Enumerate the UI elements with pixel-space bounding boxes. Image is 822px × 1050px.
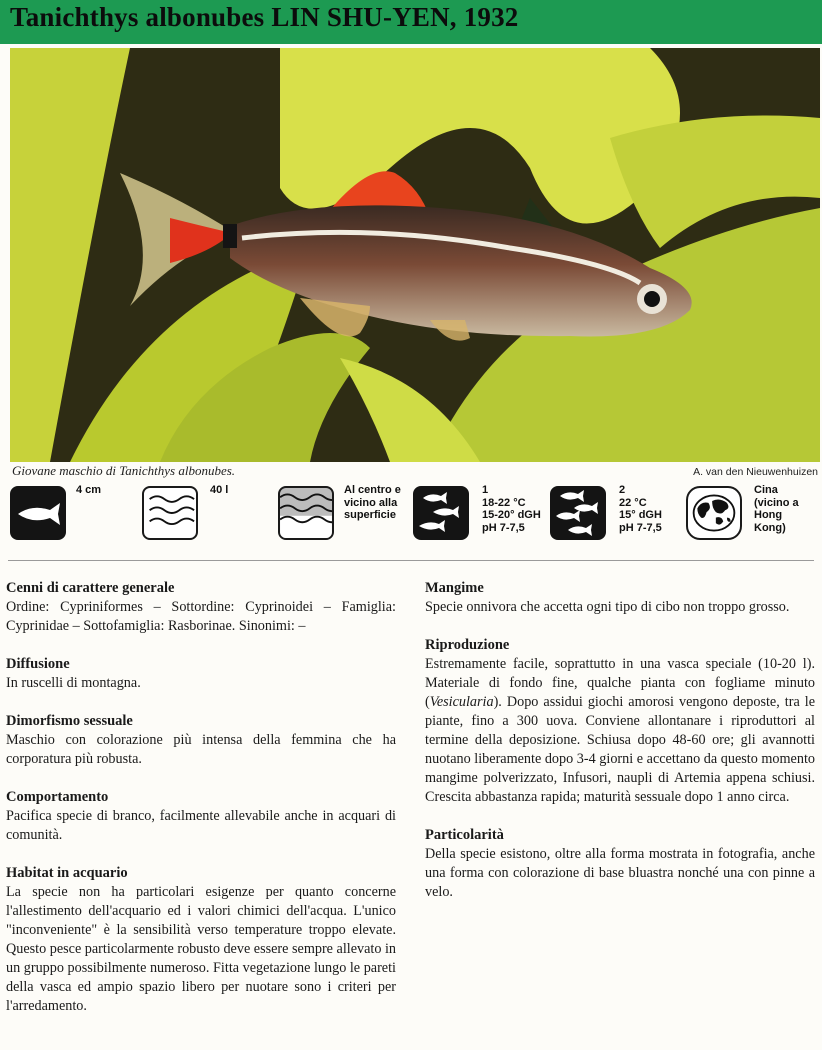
section-body [425, 655, 815, 807]
section-heading: Particolarità [425, 827, 504, 843]
section-heading: Dimorfismo sessuale [6, 713, 133, 729]
section-dimorphism [6, 711, 396, 769]
section-body: Della specie esistono, oltre alla forma mostrata in fotografia, anche una forma con colorazione di base bluastra nonché una con pinne a velo. [425, 846, 815, 900]
section-food [425, 578, 815, 617]
section-heading: Cenni di carattere generale [6, 580, 175, 596]
section-body: Maschio con colorazione più intensa della femmina che ha corporatura più robusta. [6, 732, 396, 767]
swim-zone-label: Al centro e vicino alla superficie [344, 484, 401, 521]
divider [8, 560, 814, 561]
section-behavior [6, 787, 396, 845]
fish-size-label: 4 cm [76, 484, 102, 496]
left-column [6, 578, 396, 1034]
section-particularities [425, 825, 815, 902]
tank-volume-icon [142, 486, 198, 540]
photo-credit: A. van den Nieuwenhuizen [693, 466, 818, 478]
body-text: ). Dopo assidui giochi amorosi vengono deposte, tra le piante, fino a 300 uova. Conviene allontanare i riproduttori al termine della deposizione. Schiusa dopo 48-60 ore; gli avannotti nuotano liberamente dopo 3-4 giorni e accettano da questo momento mangime polverizzato, Infusori, naupli di Artemia appena schiusi. Crescita abbastanza rapida; maturità sessuale dopo 1 anno circa. [425, 694, 815, 805]
swim-zone-icon [278, 486, 334, 540]
section-body: In ruscelli di montagna. [6, 675, 141, 691]
breeding-params-icon [550, 486, 606, 540]
section-body: Pacifica specie di branco, facilmente allevabile anche in acquari di comunità. [6, 808, 396, 843]
body-italic: Vesicularia [429, 694, 494, 710]
section-breeding [425, 635, 815, 807]
section-heading: Mangime [425, 580, 484, 596]
section-general [6, 578, 396, 636]
header-bar [0, 0, 822, 44]
breeding-params-label: 2 22 °C 15° dGH pH 7-7,5 [619, 484, 662, 534]
water-params-icon [413, 486, 469, 540]
page-title: Tanichthys albonubes LIN SHU-YEN, 1932 [10, 2, 519, 32]
fish-photo [10, 48, 820, 462]
section-body: La specie non ha particolari esigenze per quanto concerne l'allestimento dell'acquario ed i valori chimici dell'acqua. L'unico "inconveniente" è la sensibilità verso temperature troppo elevate. Questo pesce particolarmente robusto deve essere sempre allevato in un gruppo possibilmente numeroso. Fitta vegetazione lungo le pareti della vasca ed ampio spazio libero per nuotare sono i criteri per l'arredamento. [6, 884, 397, 1014]
globe-icon [686, 486, 742, 540]
distribution-label: Cina (vicino a Hong Kong) [754, 484, 799, 534]
section-heading: Habitat in acquario [6, 865, 128, 881]
section-heading: Riproduzione [425, 637, 510, 653]
tank-volume-label: 40 l [210, 484, 229, 496]
right-column [425, 578, 815, 920]
section-heading: Diffusione [6, 656, 70, 672]
body-text: Estremamente facile, soprattutto in una vasca speciale (10-20 l). Materiale di fondo fine, qualche pianta con fogliame minuto ( [425, 656, 815, 710]
section-body: Ordine: Cypriniformes – Sottordine: Cyprinoidei – Famiglia: Cyprinidae – Sottofamiglia: Rasborinae. Sinonimi: – [6, 599, 396, 634]
section-body: Specie onnivora che accetta ogni tipo di cibo non troppo grosso. [425, 599, 790, 615]
fish-size-icon [10, 486, 66, 540]
section-heading: Comportamento [6, 789, 109, 805]
section-distribution [6, 654, 396, 693]
photo-caption: Giovane maschio di Tanichthys albonubes. [12, 463, 236, 478]
section-habitat [6, 863, 396, 1016]
water-params-label: 1 18-22 °C 15-20° dGH pH 7-7,5 [482, 484, 541, 534]
species-info-icons [0, 484, 822, 546]
